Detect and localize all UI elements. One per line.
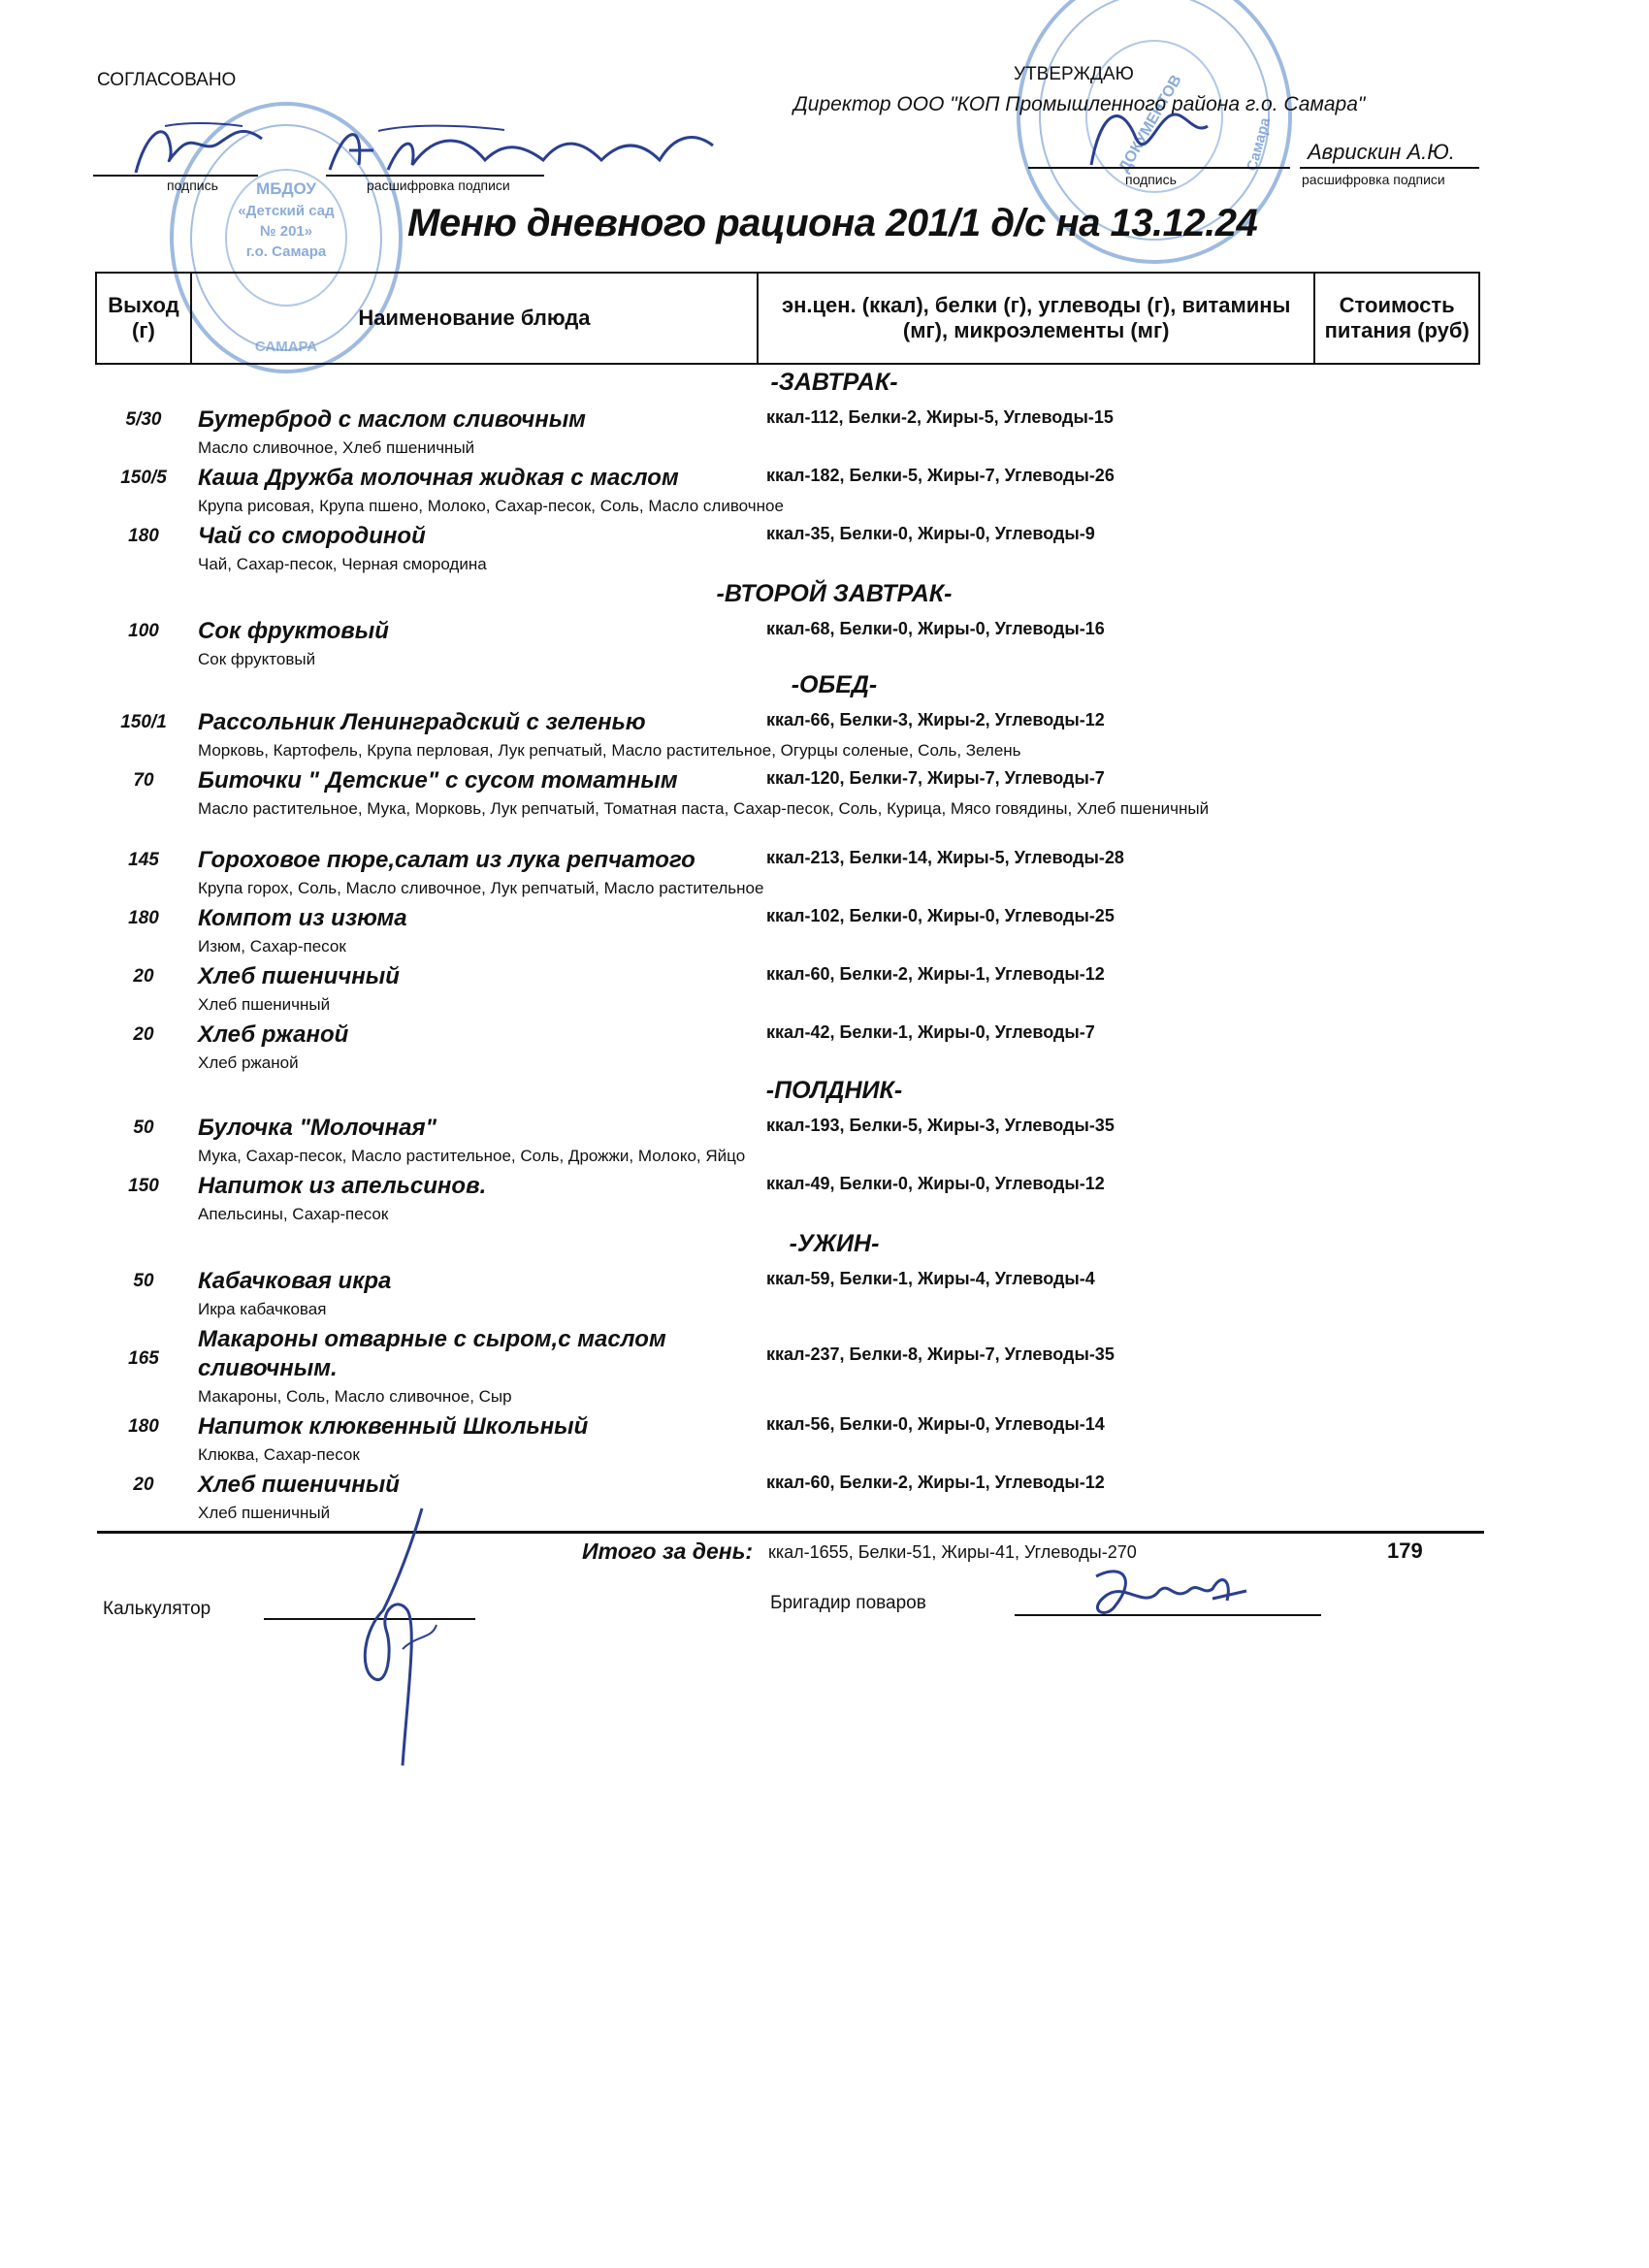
dish-output: 20 xyxy=(133,1474,154,1495)
dish-name: Хлеб пшеничный xyxy=(198,1472,400,1498)
dish-nutrition: ккал-60, Белки-2, Жиры-1, Углеводы-12 xyxy=(766,964,1105,984)
calculator-label: Калькулятор xyxy=(103,1599,211,1619)
dish-output: 150/5 xyxy=(120,468,167,488)
dish-name: Булочка "Молочная" xyxy=(198,1115,437,1141)
dish-nutrition: ккал-120, Белки-7, Жиры-7, Углеводы-7 xyxy=(766,768,1105,788)
right-transcript-caption: расшифровка подписи xyxy=(1302,172,1445,187)
dish-ingredients: Макароны, Соль, Масло сливочное, Сыр xyxy=(198,1387,512,1406)
dish-nutrition: ккал-112, Белки-2, Жиры-5, Углеводы-15 xyxy=(766,407,1114,427)
dish-nutrition: ккал-66, Белки-3, Жиры-2, Углеводы-12 xyxy=(766,710,1105,729)
dish-output: 180 xyxy=(128,1416,159,1437)
total-label: Итого за день: xyxy=(582,1539,754,1564)
dish-ingredients: Крупа горох, Соль, Масло сливочное, Лук репчатый, Масло растительное xyxy=(198,879,764,897)
section-title: -УЖИН- xyxy=(789,1230,880,1257)
dish-name: Хлеб ржаной xyxy=(198,1021,349,1048)
page-title: Меню дневного рациона 201/1 д/с на 13.12.24 xyxy=(407,202,1258,244)
dish-nutrition: ккал-102, Белки-0, Жиры-0, Углеводы-25 xyxy=(766,906,1115,925)
signature-left-1 xyxy=(126,114,272,182)
dish-name: Биточки " Детские" с сусом томатным xyxy=(198,767,678,794)
dish-name: Напиток из апельсинов. xyxy=(198,1173,487,1199)
dish-nutrition: ккал-42, Белки-1, Жиры-0, Углеводы-7 xyxy=(766,1022,1095,1042)
header-cost: Стоимость питания (руб) xyxy=(1314,273,1479,364)
dish-ingredients: Клюква, Сахар-песок xyxy=(198,1445,360,1464)
dish-name: Напиток клюквенный Школьный xyxy=(198,1413,589,1440)
dish-ingredients: Морковь, Картофель, Крупа перловая, Лук репчатый, Масло растительное, Огурцы соленые, Соль, Зелень xyxy=(198,741,1021,760)
dish-name: Кабачковая икра xyxy=(198,1268,392,1294)
signature-calculator xyxy=(340,1504,466,1775)
dish-output: 50 xyxy=(133,1271,154,1291)
section-title: -ПОЛДНИК- xyxy=(765,1077,903,1104)
dish-nutrition: ккал-68, Белки-0, Жиры-0, Углеводы-16 xyxy=(766,619,1105,638)
stamp-right-line-2: Самара xyxy=(1244,115,1275,174)
dish-nutrition: ккал-193, Белки-5, Жиры-3, Углеводы-35 xyxy=(766,1116,1115,1135)
dish-name: Чай со смородиной xyxy=(198,523,426,549)
director-title: Директор ООО "КОП Промышленного района г.о. Самара" xyxy=(793,93,1366,115)
dish-name: Хлеб пшеничный xyxy=(198,963,400,989)
dish-nutrition: ккал-60, Белки-2, Жиры-1, Углеводы-12 xyxy=(766,1473,1105,1492)
dish-ingredients: Масло растительное, Мука, Морковь, Лук репчатый, Томатная паста, Сахар-песок, Соль, Курица, Мясо говядины, Хлеб пшеничный xyxy=(198,799,1210,818)
signature-brigadier xyxy=(1067,1552,1251,1630)
left-signature-caption: подпись xyxy=(167,178,218,193)
header-output: Выход (г) xyxy=(96,273,191,364)
dish-output: 70 xyxy=(133,770,154,791)
dish-output: 180 xyxy=(128,908,159,928)
dish-output: 5/30 xyxy=(125,409,162,430)
dish-nutrition: ккал-49, Белки-0, Жиры-0, Углеводы-12 xyxy=(766,1174,1105,1193)
header-dish-name: Наименование блюда xyxy=(191,273,758,364)
dish-output: 165 xyxy=(128,1348,159,1369)
dish-ingredients: Хлеб пшеничный xyxy=(198,1504,331,1522)
left-transcript-caption: расшифровка подписи xyxy=(367,178,510,193)
stamp-left-line-1: МБДОУ xyxy=(256,179,316,198)
section-title: -ЗАВТРАК- xyxy=(770,369,898,396)
dish-name: Сок фруктовый xyxy=(198,618,389,644)
menu-table-header xyxy=(95,272,1480,365)
dish-output: 100 xyxy=(128,621,159,641)
stamp-right-line-1: ДОКУМЕНТОВ xyxy=(1116,72,1185,176)
dish-output: 20 xyxy=(133,1024,154,1045)
stamp-left-line-4: г.о. Самара xyxy=(245,243,327,260)
dish-name: Гороховое пюре,салат из лука репчатого xyxy=(198,847,695,873)
total-cost: 179 xyxy=(1387,1539,1423,1563)
dish-nutrition: ккал-182, Белки-5, Жиры-7, Углеводы-26 xyxy=(766,466,1115,485)
dish-name: Бутерброд с маслом сливочным xyxy=(198,406,586,433)
dish-output: 50 xyxy=(133,1118,154,1138)
dish-nutrition: ккал-56, Белки-0, Жиры-0, Углеводы-14 xyxy=(766,1414,1105,1434)
dish-ingredients: Чай, Сахар-песок, Черная смородина xyxy=(198,555,487,573)
stamp-left-line-2: «Детский сад xyxy=(238,203,335,219)
dish-ingredients: Изюм, Сахар-песок xyxy=(198,937,346,956)
total-nutrition: ккал-1655, Белки-51, Жиры-41, Углеводы-270 xyxy=(768,1542,1137,1562)
section-title: -ВТОРОЙ ЗАВТРАК- xyxy=(716,580,953,607)
director-name: Аврискин А.Ю. xyxy=(1308,140,1455,164)
right-transcript-line xyxy=(1300,167,1479,169)
stamp-left-line-3: № 201» xyxy=(259,223,313,240)
dish-nutrition: ккал-237, Белки-8, Жиры-7, Углеводы-35 xyxy=(766,1345,1115,1364)
dish-name: Макароны отварные с сыром,с маслом сливочным. xyxy=(198,1326,666,1381)
dish-ingredients: Икра кабачковая xyxy=(198,1300,327,1318)
dish-name: Компот из изюма xyxy=(198,905,407,931)
dish-name: Каша Дружба молочная жидкая с маслом xyxy=(198,465,679,491)
dish-ingredients: Сок фруктовый xyxy=(198,650,316,668)
dish-nutrition: ккал-35, Белки-0, Жиры-0, Углеводы-9 xyxy=(766,524,1095,543)
dish-nutrition: ккал-59, Белки-1, Жиры-4, Углеводы-4 xyxy=(766,1269,1095,1288)
dish-ingredients: Масло сливочное, Хлеб пшеничный xyxy=(198,438,475,457)
header-nutrition: эн.цен. (ккал), белки (г), углеводы (г), витамины (мг), микроэлементы (мг) xyxy=(758,273,1314,364)
dish-output: 180 xyxy=(128,526,159,546)
dish-ingredients: Мука, Сахар-песок, Масло растительное, Соль, Дрожжи, Молоко, Яйцо xyxy=(198,1147,746,1165)
dish-output: 20 xyxy=(133,966,154,987)
dish-nutrition: ккал-213, Белки-14, Жиры-5, Углеводы-28 xyxy=(766,848,1124,867)
signature-left-2 xyxy=(320,116,728,184)
dish-ingredients: Хлеб пшеничный xyxy=(198,995,331,1014)
approved-label: УТВЕРЖДАЮ xyxy=(1014,64,1134,84)
agreed-label: СОГЛАСОВАНО xyxy=(97,70,237,90)
dish-output: 145 xyxy=(128,850,159,870)
stamp-left-line-5: САМАРА xyxy=(254,339,318,355)
signature-right xyxy=(1077,97,1222,175)
dish-output: 150/1 xyxy=(120,712,167,732)
total-divider xyxy=(97,1531,1484,1534)
dish-ingredients: Хлеб ржаной xyxy=(198,1053,299,1072)
right-signature-caption: подпись xyxy=(1125,172,1177,187)
dish-ingredients: Апельсины, Сахар-песок xyxy=(198,1205,389,1223)
section-title: -ОБЕД- xyxy=(791,671,878,698)
dish-ingredients: Крупа рисовая, Крупа пшено, Молоко, Сахар-песок, Соль, Масло сливочное xyxy=(198,497,784,515)
dish-output: 150 xyxy=(128,1176,159,1196)
dish-name: Рассольник Ленинградский с зеленью xyxy=(198,709,646,735)
brigadier-label: Бригадир поваров xyxy=(770,1593,926,1613)
